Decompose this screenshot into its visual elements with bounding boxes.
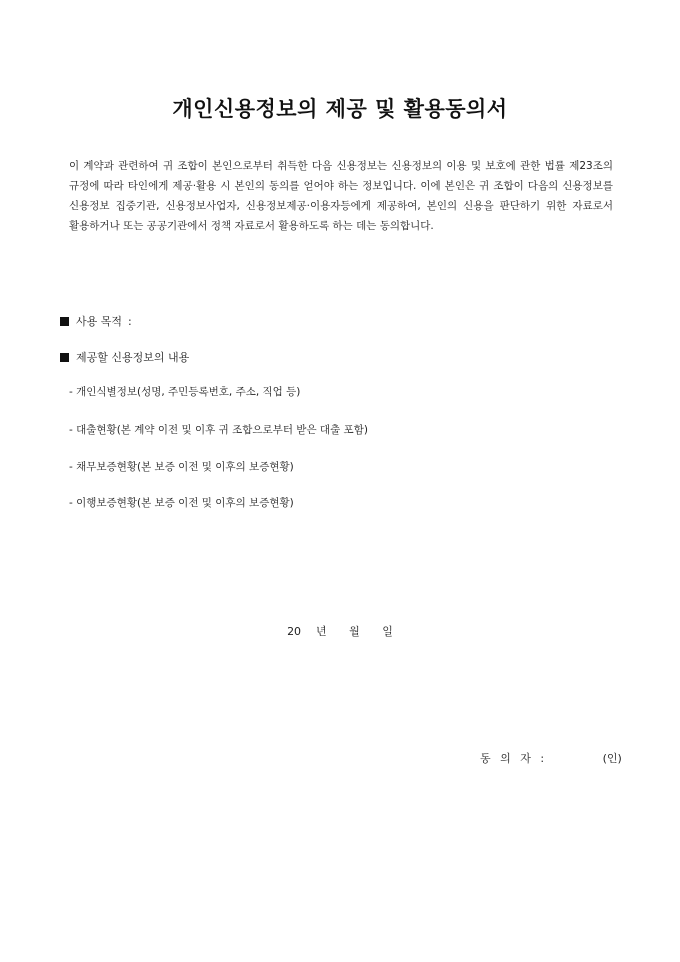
seal-mark: (인) — [602, 752, 622, 765]
date-line: 20 년 월 일 — [287, 625, 393, 638]
section-credit-info-content — [60, 349, 189, 365]
section-usage-purpose — [60, 313, 132, 329]
list-item: - 이행보증현황(본 보증 이전 및 이후의 보증현황) — [69, 497, 294, 509]
list-item: - 채무보증현황(본 보증 이전 및 이후의 보증현황) — [69, 461, 294, 473]
square-bullet-icon — [60, 317, 69, 326]
section-label: 제공할 신용정보의 내용 — [76, 351, 190, 364]
list-item: - 대출현황(본 계약 이전 및 이후 귀 조합으로부터 받은 대출 포함) — [69, 424, 368, 436]
signature-line — [480, 750, 622, 766]
intro-paragraph: 이 계약과 관련하여 귀 조합이 본인으로부터 취득한 다음 신용정보는 신용정보의 이용 및 보호에 관한 법률 제23조의 규정에 따라 타인에게 제공·활용 시 본인의 동의를 얻어야 하는 정보입니다. 이에 본인은 귀 조합이 다음의 신용정보를 신용정보 집중기관, 신용정보사업자, 신용정보제공·이용자등에게 제공하여, 본인의 신용을 판단하기 위한 자료로서 활용하거나 또는 공공기관에서 정책 자료로서 활용하도록 하는 데는 동의합니다. — [69, 160, 613, 232]
document-title: 개인신용정보의 제공 및 활용동의서 — [172, 97, 508, 121]
section-label: 사용 목적 — [76, 315, 123, 328]
square-bullet-icon — [60, 353, 69, 362]
section-suffix: : — [128, 314, 132, 328]
list-item: - 개인식별정보(성명, 주민등록번호, 주소, 직업 등) — [69, 386, 301, 398]
signer-label: 동 의 자 : — [480, 752, 548, 765]
